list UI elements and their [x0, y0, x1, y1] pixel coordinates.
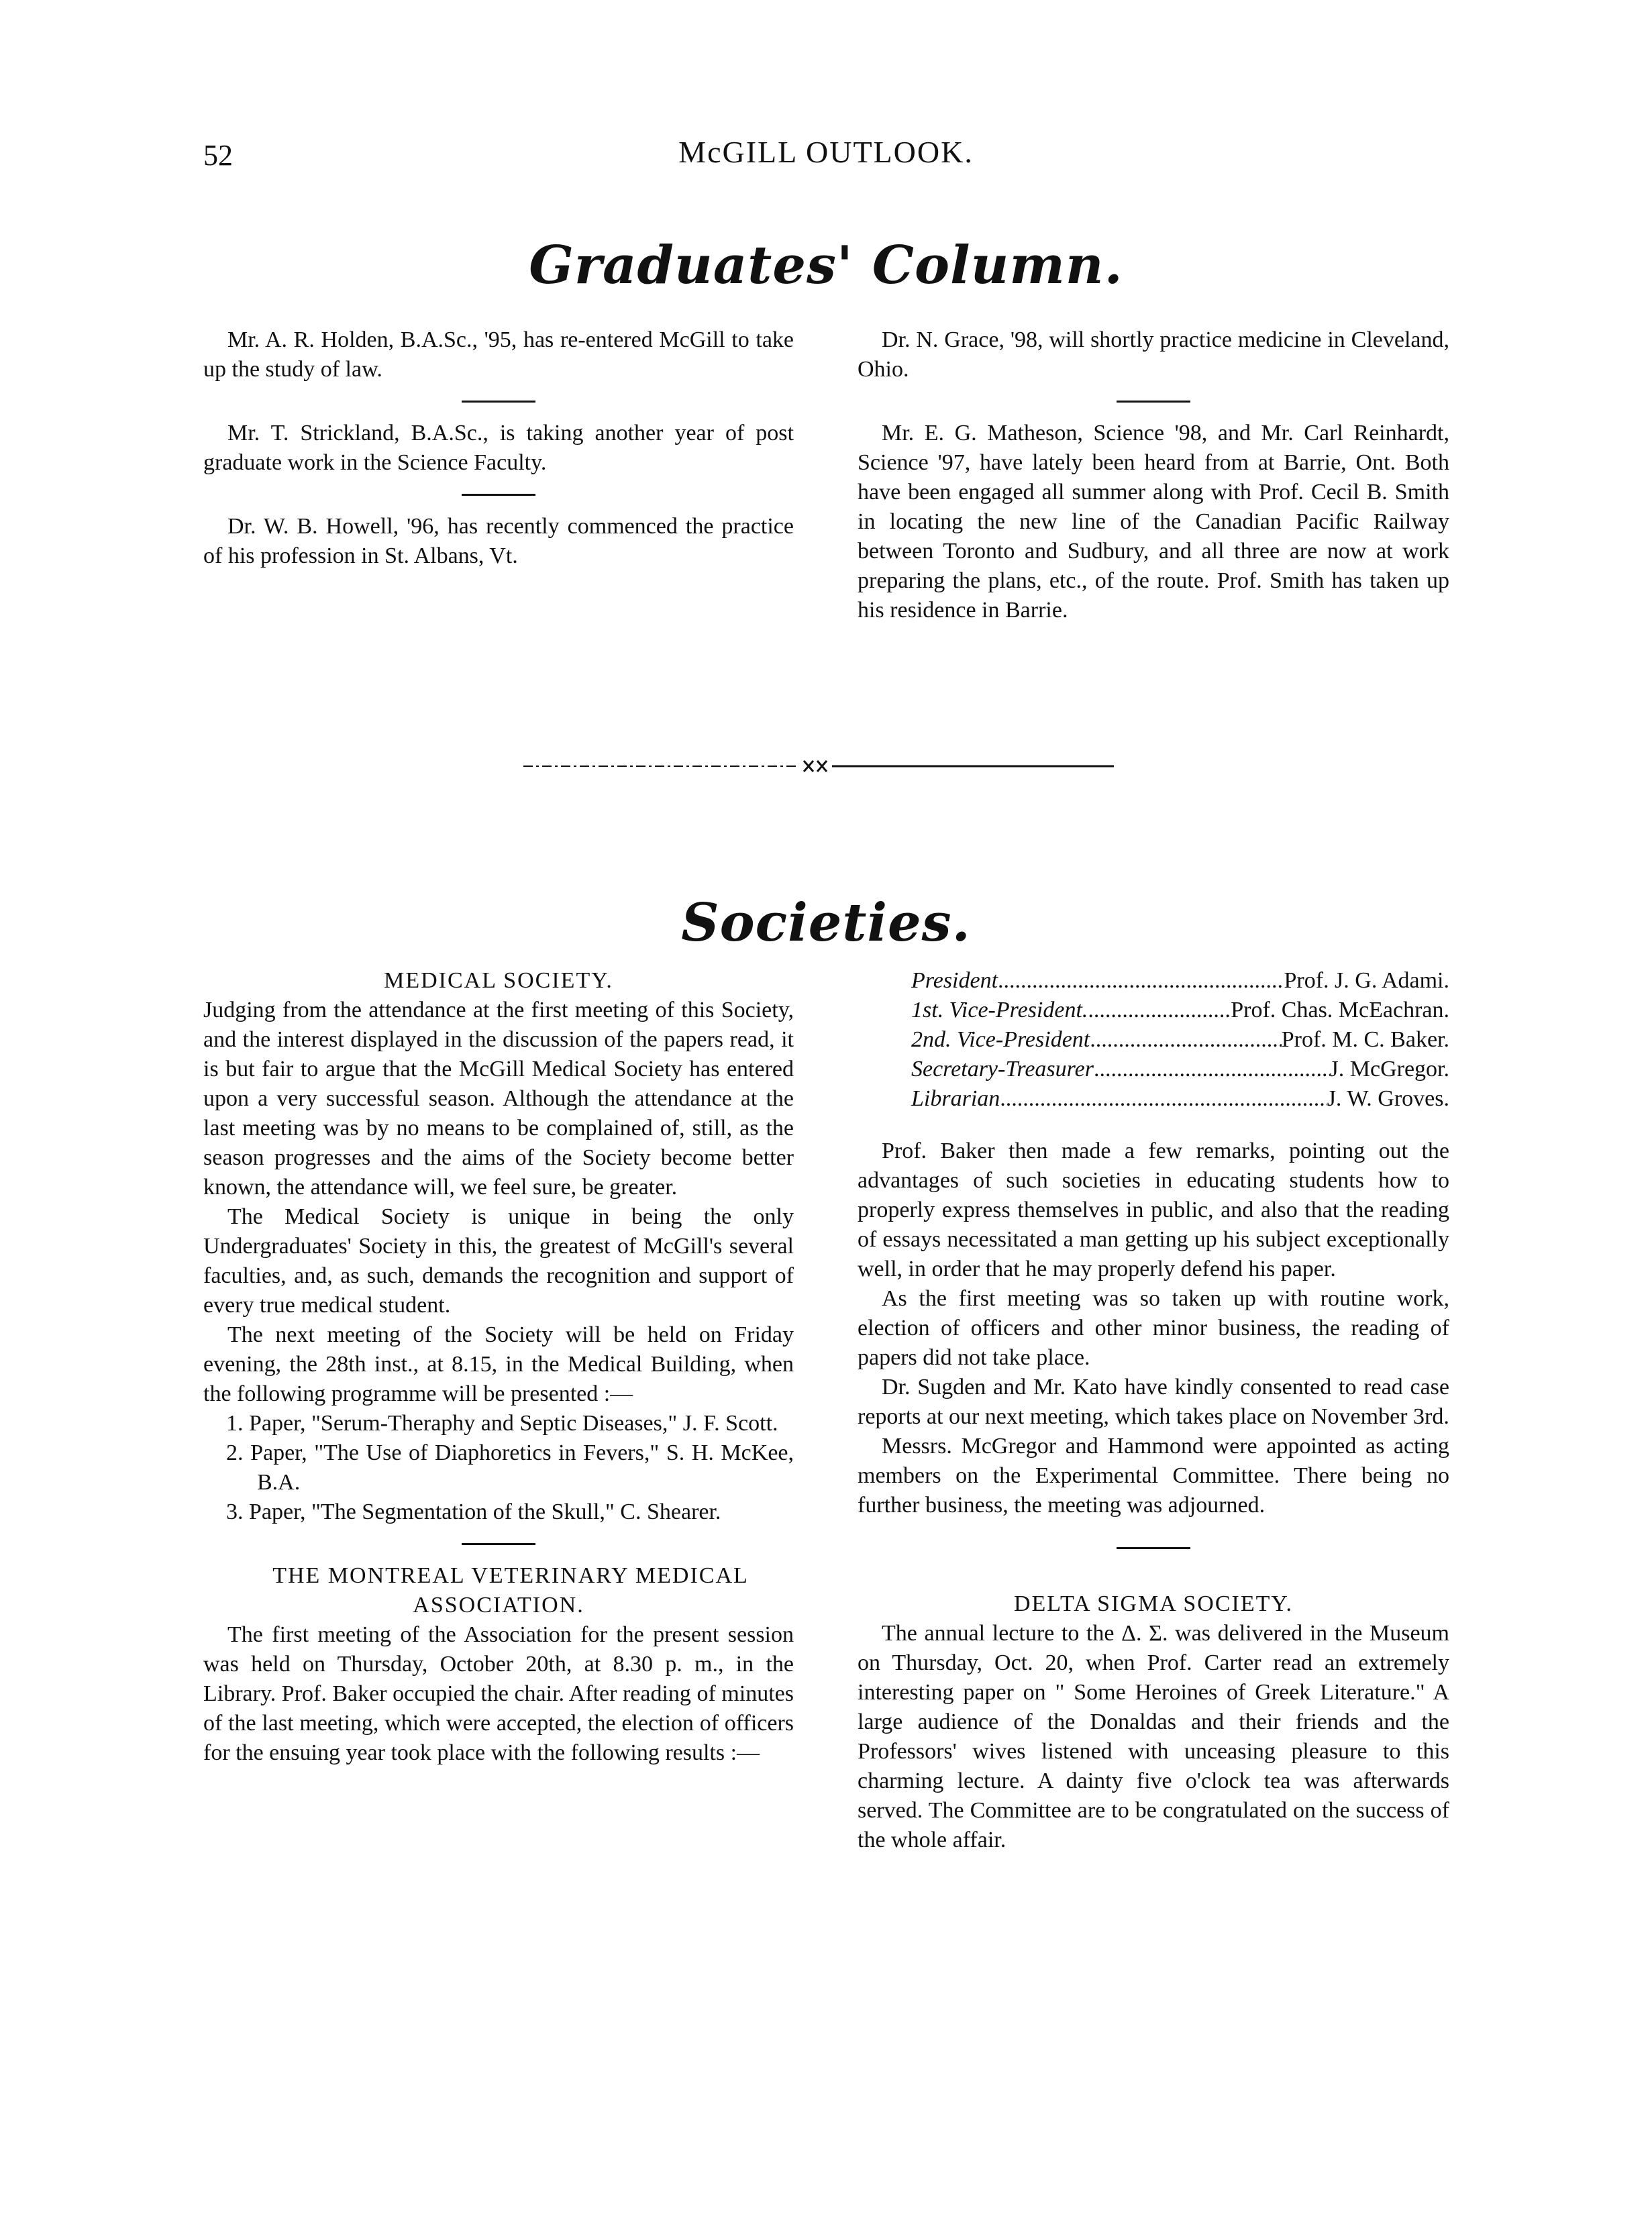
veterinary-association-heading: THE MONTREAL VETERINARY MEDICAL ASSOCIATION.	[272, 1563, 749, 1618]
officer-name: Prof. J. G. Adami.	[1284, 968, 1449, 993]
veterinary-paragraph: Messrs. McGregor and Hammond were appointed as acting members on the Experimental Committee. There being no further business, the meeting was adjourned.	[858, 1434, 1449, 1518]
medical-paragraph: The Medical Society is unique in being the only Undergraduates' Society in this, the greatest of McGill's several faculties, and, as such, demands the recognition and support of every true medical student.	[203, 1204, 794, 1318]
officer-role: Librarian	[911, 1086, 1000, 1111]
leader-dots	[1000, 1084, 1327, 1114]
officer-role: Secretary-Treasurer	[911, 1057, 1094, 1082]
delta-sigma-heading: DELTA SIGMA SOCIETY.	[1013, 1591, 1294, 1616]
graduate-note: Dr. W. B. Howell, '96, has recently commenced the practice of his profession in St. Albans, Vt.	[203, 514, 794, 568]
programme-list	[203, 1409, 794, 1527]
graduates-column-title: Graduates' Column.	[529, 235, 1123, 296]
medical-society-heading: MEDICAL SOCIETY.	[384, 968, 613, 993]
officer-row	[858, 1084, 1449, 1114]
programme-item: 1. Paper, "Serum-Theraphy and Septic Diseases," J. F. Scott.	[226, 1411, 778, 1436]
graduates-right-column	[858, 325, 1449, 625]
veterinary-paragraph: As the first meeting was so taken up with routine work, election of officers and other minor business, the reading of papers did not take place.	[858, 1286, 1449, 1370]
leader-dots	[1088, 996, 1231, 1025]
officer-row	[858, 1025, 1449, 1055]
leader-dots	[1090, 1025, 1281, 1055]
veterinary-paragraph: Dr. Sugden and Mr. Kato have kindly consented to read case reports at our next meeting, which takes place on November 3rd.	[858, 1375, 1449, 1429]
separator-rule	[462, 494, 535, 496]
graduate-note: Mr. T. Strickland, B.A.Sc., is taking another year of post graduate work in the Science Faculty.	[203, 421, 794, 475]
separator-rule	[1117, 1547, 1190, 1549]
officer-name: Prof. Chas. McEachran.	[1231, 998, 1449, 1022]
officer-name: J. McGregor.	[1329, 1057, 1449, 1082]
officer-role: 2nd. Vice-President	[911, 1027, 1090, 1052]
officer-role: President	[911, 968, 998, 993]
officer-name: J. W. Groves.	[1327, 1086, 1449, 1111]
officer-row	[858, 1055, 1449, 1084]
ornamental-divider	[523, 758, 1127, 774]
graduate-note: Dr. N. Grace, '98, will shortly practice medicine in Cleveland, Ohio.	[858, 327, 1449, 382]
medical-paragraph: The next meeting of the Society will be held on Friday evening, the 28th inst., at 8.15, in the Medical Building, when the following programme will be presented :—	[203, 1322, 794, 1406]
programme-item: 3. Paper, "The Segmentation of the Skull," C. Shearer.	[226, 1499, 721, 1524]
separator-rule	[462, 401, 535, 403]
graduate-note: Mr. E. G. Matheson, Science '98, and Mr. Carl Reinhardt, Science '97, have lately been heard from at Barrie, Ont. Both have been engaged all summer along with Prof. Cecil B. Smith in locating the new line of the Canadian Pacific Railway between Toronto and Sudbury, and all three are now at work preparing the plans, etc., of the route. Prof. Smith has taken up his residence in Barrie.	[858, 421, 1449, 623]
delta-sigma-paragraph: The annual lecture to the Δ. Σ. was delivered in the Museum on Thursday, Oct. 20, when Prof. Carter read an extremely interesting paper on " Some Heroines of Greek Literature." A large audience of the Donaldas and their friends and the Professors' wives listened with unceasing pleasure to this charming lecture. A dainty five o'clock tea was afterwards served. The Committee are to be congratulated on the success of the whole affair.	[858, 1621, 1449, 1852]
societies-title: Societies.	[681, 892, 971, 953]
medical-paragraph: Judging from the attendance at the first meeting of this Society, and the interest displayed in the discussion of the papers read, it is but fair to argue that the McGill Medical Society has entered upon a very successful season. Although the attendance at the last meeting was by no means to be complained of, still, as the season progresses and the aims of the Society become better known, the attendance will, we feel sure, be greater.	[203, 998, 794, 1200]
programme-item: 2. Paper, "The Use of Diaphoretics in Fevers," S. H. McKee, B.A.	[226, 1440, 794, 1495]
graduate-note: Mr. A. R. Holden, B.A.Sc., '95, has re-entered McGill to take up the study of law.	[203, 327, 794, 382]
officers-list	[858, 966, 1449, 1114]
officer-name: Prof. M. C. Baker.	[1281, 1027, 1449, 1052]
veterinary-paragraph: Prof. Baker then made a few remarks, pointing out the advantages of such societies in educating students how to properly express themselves in public, and also that the reading of essays necessitated a man getting up his subject exceptionally well, in order that he may properly defend his paper.	[858, 1139, 1449, 1281]
officer-row	[858, 966, 1449, 996]
leader-dots	[1094, 1055, 1330, 1084]
separator-rule	[462, 1543, 535, 1545]
societies-right-column	[858, 966, 1449, 1855]
page-number: 52	[203, 139, 233, 172]
graduates-left-column	[203, 325, 794, 571]
running-head: McGILL OUTLOOK.	[678, 135, 974, 169]
officer-row	[858, 996, 1449, 1025]
separator-rule	[1117, 401, 1190, 403]
veterinary-paragraph: The first meeting of the Association for the present session was held on Thursday, October 20th, at 8.30 p. m., in the Library. Prof. Baker occupied the chair. After reading of minutes of the last meeting, which were accepted, the election of officers for the ensuing year took place with the following results :—	[203, 1622, 794, 1765]
societies-left-column	[203, 966, 794, 1768]
leader-dots	[998, 966, 1284, 996]
officer-role: 1st. Vice-President.	[911, 998, 1088, 1022]
